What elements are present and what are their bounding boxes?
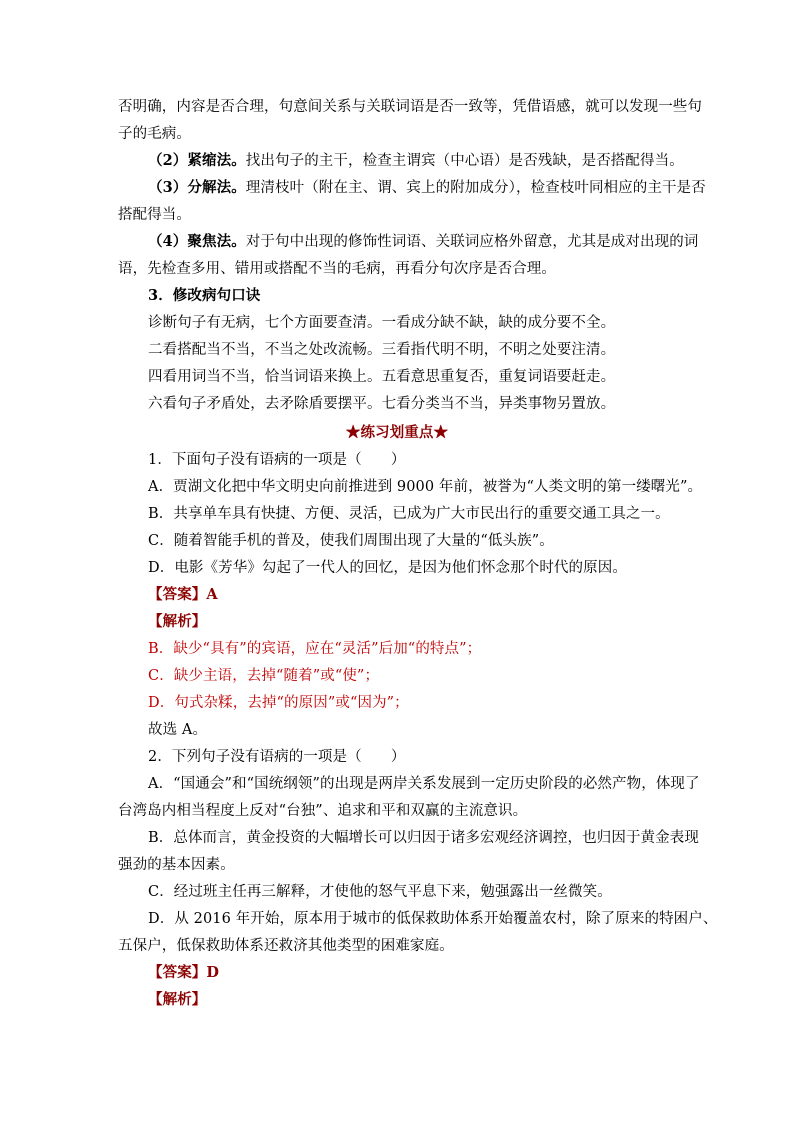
method-4-label: （4）聚焦法。 [148,233,246,250]
q2-analysis-label: 【解析】 [148,991,207,1008]
q1-answer: 【答案】A [148,586,218,603]
method-4-cont: 语，先检查多用、错用或搭配不当的毛病，再看分句次序是否合理。 [118,261,556,277]
practice-heading: ★练习划重点★ [345,424,449,441]
method-2-text: 找出句子的主干，检查主谓宾（中心语）是否残缺，是否搭配得当。 [245,153,684,169]
q1-option-a: A．贾湖文化把中华文明史向前推进到 9000 年前，被誉为“人类文明的第一缕曙光”。 [148,479,703,495]
q1-option-d: D．电影《芳华》勾起了一代人的回忆，是因为他们怀念那个时代的原因。 [148,560,627,576]
q1-analysis-b: B．缺少“具有”的宾语，应在“灵活”后加“的特点”； [148,641,482,657]
q1-option-b: B．共享单车具有快捷、方便、灵活，已成为广大市民出行的重要交通工具之一。 [148,506,670,522]
rhyme-line-3: 四看用词当不当，恰当词语来换上。五看意思重复否，重复词语要赶走。 [148,369,616,385]
rhyme-line-4: 六看句子矛盾处，去矛除盾要摆平。七看分类当不当，异类事物另置放。 [148,396,616,412]
intro-line-2: 子的毛病。 [118,126,191,142]
q1-stem: 1．下面句子没有语病的一项是（ ） [148,452,406,468]
q1-analysis-d: D．句式杂糅，去掉“的原因”或“因为”； [148,695,409,711]
q2-option-d-cont: 五保户，低保救助体系还救济其他类型的困难家庭。 [118,938,454,954]
method-3-cont: 搭配得当。 [118,207,191,223]
q2-option-c: C．经过班主任再三解释，才使他的怒气平息下来，勉强露出一丝微笑。 [148,884,612,900]
section-3-heading: 3．修改病句口诀 [148,287,261,304]
q2-option-a: A．“国通会”和“国统纲领”的出现是两岸关系发展到一定历史阶段的必然产物，体现了 [148,776,700,792]
q1-conclusion: 故选 A。 [148,722,208,738]
q2-option-b: B．总体而言，黄金投资的大幅增长可以归因于诸多宏观经济调控，也归因于黄金表现 [148,830,699,846]
method-4 [148,232,698,252]
q1-option-c: C．随着智能手机的普及，使我们周围出现了大量的“低头族”。 [148,533,554,549]
method-3 [148,178,706,198]
method-3-label: （3）分解法。 [148,179,246,196]
rhyme-line-2: 二看搭配当不当，不当之处改流畅。三看指代明不明，不明之处要注清。 [148,342,616,358]
q1-analysis-c: C．缺少主语，去掉“随着”或“使”； [148,668,380,684]
q2-answer: 【答案】D [148,964,220,981]
q2-stem: 2．下列句子没有语病的一项是（ ） [148,749,406,765]
method-2 [148,151,684,171]
rhyme-line-1: 诊断句子有无病，七个方面要查清。一看成分缺不缺，缺的成分要不全。 [148,315,616,331]
method-4-text: 对于句中出现的修饰性词语、关联词应格外留意，尤其是成对出现的词 [245,234,699,250]
intro-line-1: 否明确，内容是否合理，句意间关系与关联词语是否一致等，凭借语感，就可以发现一些句 [118,99,702,115]
method-2-label: （2）紧缩法。 [148,152,246,169]
q2-option-b-cont: 强劲的基本因素。 [118,857,235,873]
q2-option-a-cont: 台湾岛内相当程度上反对“台独”、追求和平和双赢的主流意识。 [118,803,528,819]
q1-analysis-label: 【解析】 [148,613,207,630]
method-3-text: 理清枝叶（附在主、谓、宾上的附加成分），检查枝叶同相应的主干是否 [245,180,706,196]
q2-option-d: D．从 2016 年开始，原本用于城市的低保救助体系开始覆盖农村，除了原来的特困户、 [148,911,718,927]
